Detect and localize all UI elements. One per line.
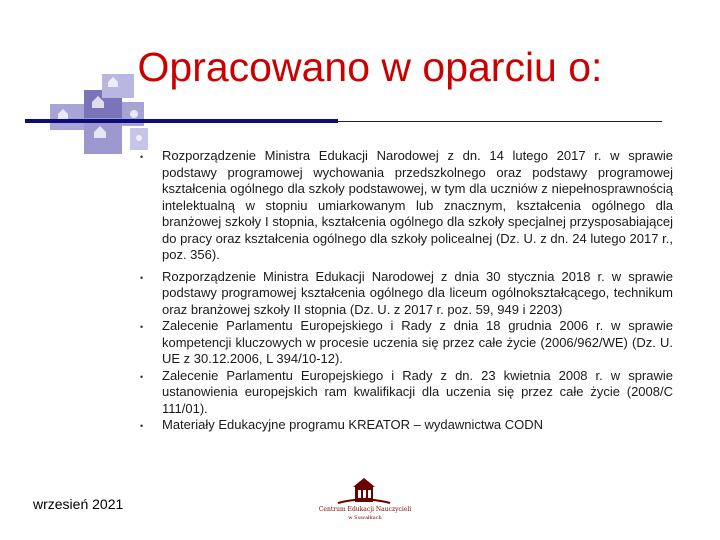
bullet: • (140, 371, 144, 382)
list-item-text: Zalecenie Parlamentu Europejskiego i Rady z dnia 18 grudnia 2006 r. w sprawie kompetencji kluczowych w procesie uczenia się przez całe życie (2006/962/WE) (Dz. U. UE z 30.12.2006, L 394/10-12). (162, 318, 673, 366)
list-item (130, 269, 673, 319)
bullet: • (140, 322, 144, 332)
bullet: • (140, 421, 144, 431)
list-item-text: Rozporządzenie Ministra Edukacji Narodowej z dnia 30 stycznia 2018 r. w sprawie podstawy programowej kształcenia ogólnego dla liceum ogólnokształcącego, technikum oraz branżowej szkoły II stopnia (Dz. U. z 2017 r. poz. 59, 949 i 2203) (162, 268, 673, 317)
institution-logo (308, 474, 418, 532)
school-building-icon (308, 474, 418, 508)
list-item-text: Zalecenie Parlamentu Europejskiego i Rady z dn. 23 kwietnia 2008 r. w sprawie ustanowienia europejskich ram kwalifikacji dla uczenia się przez całe życie (2008/C 111/01). (162, 367, 673, 416)
bullet: • (140, 272, 144, 283)
list-item (130, 148, 673, 264)
title-divider-thin (338, 121, 662, 122)
title-divider-thick (25, 119, 338, 123)
logo-text-name: Centrum Edukacji Nauczycieli (318, 506, 412, 513)
list-item (130, 368, 673, 418)
list-item-text: Rozporządzenie Ministra Edukacji Narodowej z dn. 14 lutego 2017 r. w sprawie podstawy programowej wychowania przedszkolnego oraz podstawy programowej kształcenia ogólnego dla szkoły podstawowej, w tym dla uczniów z niepełnosprawnością intelektualną w stopniu umiarkowanym lub znacznym, kształcenia ogólnego dla branżowej szkoły I stopnia, kształcenia ogólnego dla szkoły specjalnej przysposabiającej do pracy oraz kształcenia ogólnego dla szkoły policealnej (Dz. U. z dn. 24 lutego 2017 r., poz. 356). (162, 148, 673, 262)
reference-list (130, 148, 673, 434)
list-item (130, 318, 673, 368)
footer-date: wrzesień 2021 (33, 496, 124, 512)
list-item (130, 417, 673, 434)
list-item-text: Materiały Edukacyjne programu KREATOR – wydawnictwa CODN (162, 417, 543, 432)
slide-title: Opracowano w oparciu o: (137, 44, 603, 90)
bullet: • (140, 152, 144, 162)
logo-text-city: w Suwałkach (348, 515, 382, 521)
decorative-tiles-image (46, 72, 156, 156)
